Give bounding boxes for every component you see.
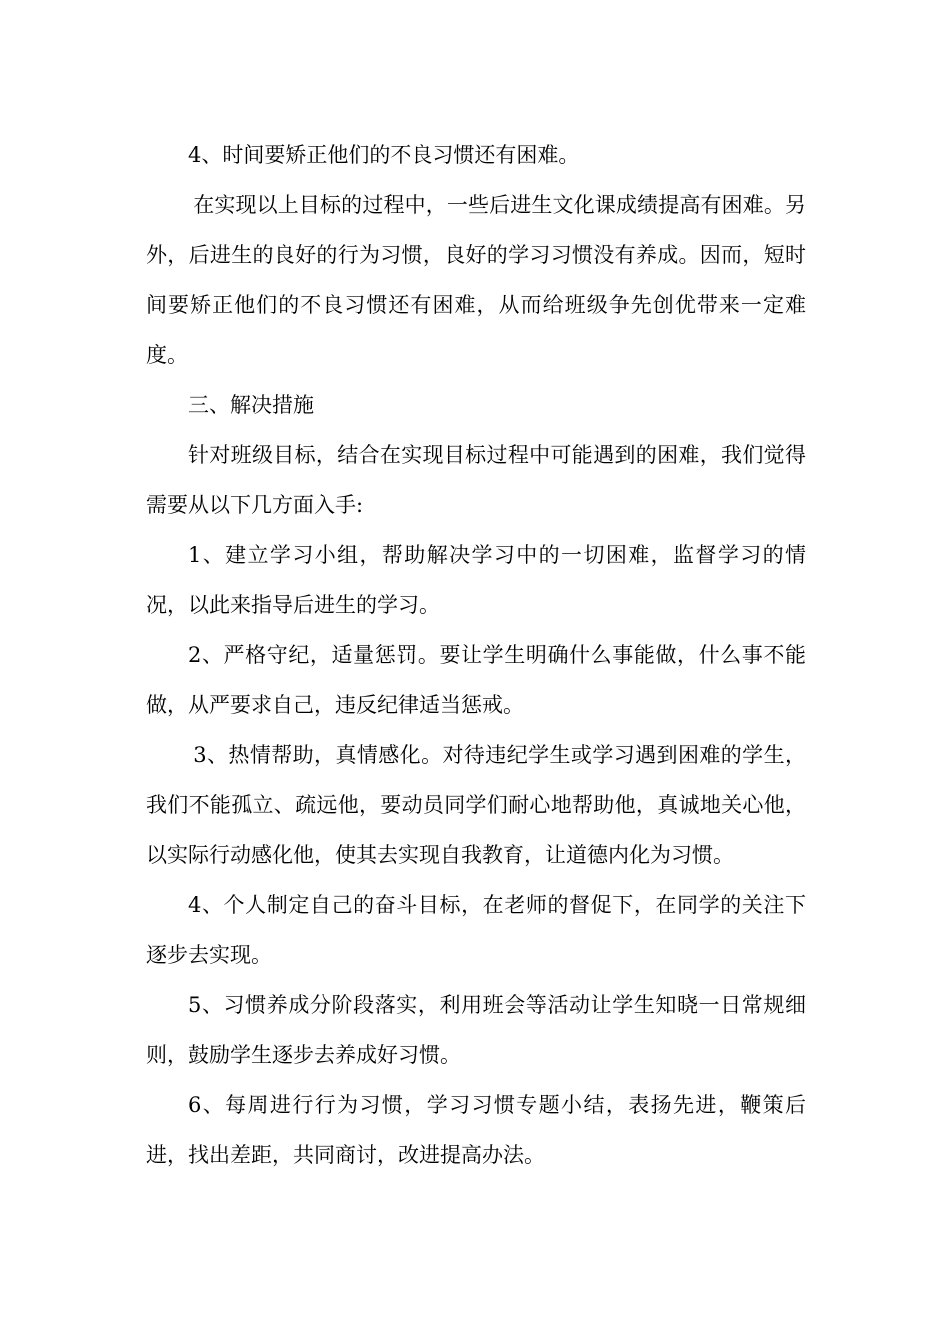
paragraph-measure-1: 1、建立学习小组，帮助解决学习中的一切困难，监督学习的情况，以此来指导后进生的学习。	[146, 543, 806, 617]
paragraph-difficulty-explanation: 在实现以上目标的过程中，一些后进生文化课成绩提高有困难。另外，后进生的良好的行为习惯，良好的学习习惯没有养成。因而，短时间要矫正他们的不良习惯还有困难，从而给班级争先创优带来一定难度。	[146, 193, 806, 367]
paragraph-measure-6: 6、每周进行行为习惯，学习习惯专题小结，表扬先进，鞭策后进，找出差距，共同商讨，改进提高办法。	[146, 1093, 806, 1167]
paragraph-measure-5: 5、习惯养成分阶段落实，利用班会等活动让学生知晓一日常规细则，鼓励学生逐步去养成好习惯。	[146, 993, 806, 1067]
paragraph-measure-2: 2、严格守纪，适量惩罚。要让学生明确什么事能做，什么事不能做，从严要求自己，违反纪律适当惩戒。	[146, 643, 806, 717]
paragraph-item-4-difficulty: 4、时间要矫正他们的不良习惯还有困难。	[188, 143, 580, 167]
paragraph-measure-4: 4、个人制定自己的奋斗目标，在老师的督促下，在同学的关注下逐步去实现。	[146, 893, 806, 967]
document-body	[146, 130, 806, 1180]
section-heading-solutions: 三、解决措施	[188, 393, 314, 417]
paragraph-measure-3: 3、热情帮助，真情感化。对待违纪学生或学习遇到困难的学生，我们不能孤立、疏远他，要动员同学们耐心地帮助他，真诚地关心他，以实际行动感化他，使其去实现自我教育，让道德内化为习惯。	[146, 743, 806, 867]
paragraph-solutions-intro: 针对班级目标，结合在实现目标过程中可能遇到的困难，我们觉得需要从以下几方面入手:	[146, 443, 806, 517]
